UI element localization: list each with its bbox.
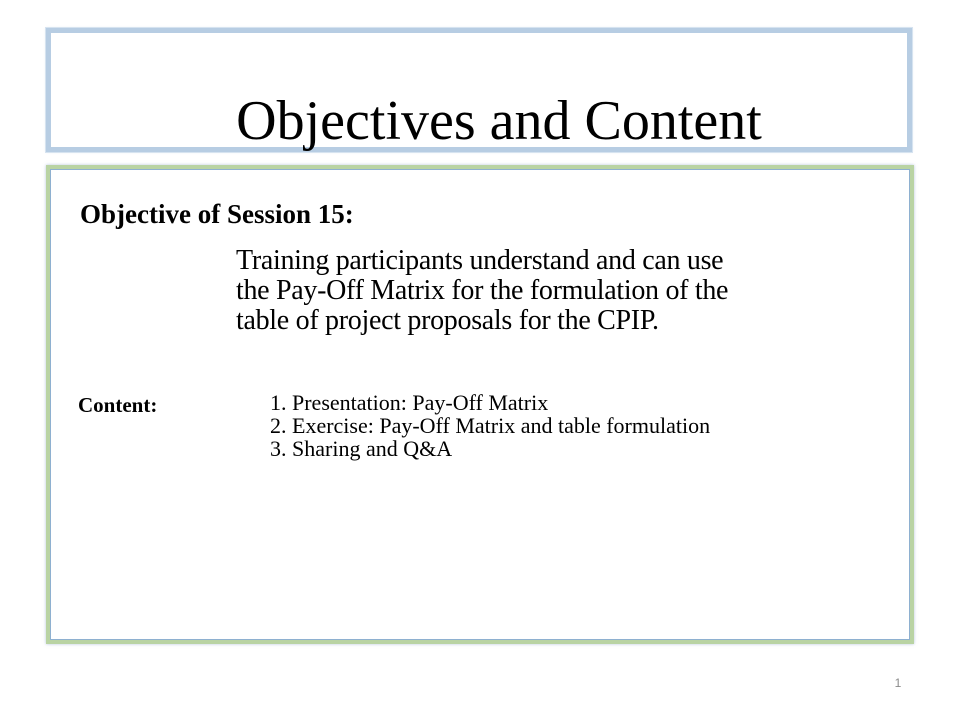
content-item: 3. Sharing and Q&A [270, 436, 453, 461]
slide-title: Objectives and Content [236, 90, 762, 152]
objective-line: the Pay-Off Matrix for the formulation of the [236, 275, 729, 306]
objective-body [236, 246, 876, 336]
content-item: 1. Presentation: Pay-Off Matrix [270, 390, 549, 415]
page-number: 1 [894, 676, 902, 690]
objective-line: table of project proposals for the CPIP. [236, 305, 659, 336]
objective-line: Training participants understand and can use [236, 245, 724, 276]
title-box [46, 28, 912, 152]
content-item: 2. Exercise: Pay-Off Matrix and table formulation [270, 413, 711, 438]
content-list [270, 391, 710, 460]
objective-heading: Objective of Session 15: [80, 199, 354, 229]
content-label: Content: [78, 393, 158, 417]
